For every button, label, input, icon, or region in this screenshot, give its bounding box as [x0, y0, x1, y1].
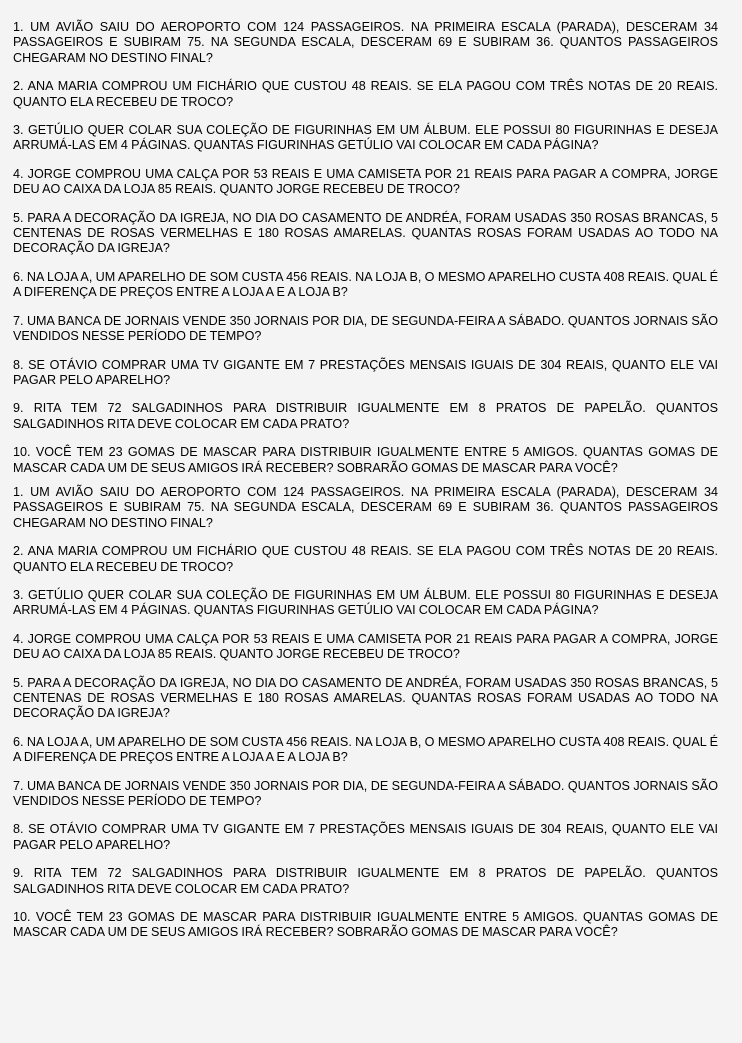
question-9: 9. RITA TEM 72 SALGADINHOS PARA DISTRIBUIR IGUALMENTE EM 8 PRATOS DE PAPELÃO. QUANTOS SALGADINHOS RITA DEVE COLOCAR EM CADA PRATO? — [13, 866, 718, 896]
question-5: 5. PARA A DECORAÇÃO DA IGREJA, NO DIA DO CASAMENTO DE ANDRÉA, FORAM USADAS 350 ROSAS BRANCAS, 5 CENTENAS DE ROSAS VERMELHAS E 180 ROSAS AMARELAS. QUANTAS ROSAS FORAM USADAS AO TODO NA DECORAÇÃO DA IGREJA? — [13, 210, 718, 256]
question-10: 10. VOCÊ TEM 23 GOMAS DE MASCAR PARA DISTRIBUIR IGUALMENTE ENTRE 5 AMIGOS. QUANTAS GOMAS DE MASCAR CADA UM DE SEUS AMIGOS IRÁ RECEBER? SOBRARÃO GOMAS DE MASCAR PARA VOCÊ? — [13, 445, 718, 475]
question-8: 8. SE OTÁVIO COMPRAR UMA TV GIGANTE EM 7 PRESTAÇÕES MENSAIS IGUAIS DE 304 REAIS, QUANTO ELE VAI PAGAR PELO APARELHO? — [13, 357, 718, 387]
question-5: 5. PARA A DECORAÇÃO DA IGREJA, NO DIA DO CASAMENTO DE ANDRÉA, FORAM USADAS 350 ROSAS BRANCAS, 5 CENTENAS DE ROSAS VERMELHAS E 180 ROSAS AMARELAS. QUANTAS ROSAS FORAM USADAS AO TODO NA DECORAÇÃO DA IGREJA? — [13, 675, 718, 721]
question-7: 7. UMA BANCA DE JORNAIS VENDE 350 JORNAIS POR DIA, DE SEGUNDA-FEIRA A SÁBADO. QUANTOS JORNAIS SÃO VENDIDOS NESSE PERÍODO DE TEMPO? — [13, 778, 718, 809]
question-1: 1. UM AVIÃO SAIU DO AEROPORTO COM 124 PASSAGEIROS. NA PRIMEIRA ESCALA (PARADA), DESCERAM 34 PASSAGEIROS E SUBIRAM 75. NA SEGUNDA ESCALA, DESCERAM 69 E SUBIRAM 36. QUANTOS PASSAGEIROS CHEGARAM NO DESTINO FINAL? — [13, 20, 718, 65]
question-8: 8. SE OTÁVIO COMPRAR UMA TV GIGANTE EM 7 PRESTAÇÕES MENSAIS IGUAIS DE 304 REAIS, QUANTO ELE VAI PAGAR PELO APARELHO? — [13, 822, 718, 852]
question-3: 3. GETÚLIO QUER COLAR SUA COLEÇÃO DE FIGURINHAS EM UM ÁLBUM. ELE POSSUI 80 FIGURINHAS E DESEJA ARRUMÁ-LAS EM 4 PÁGINAS. QUANTAS FIGURINHAS GETÚLIO VAI COLOCAR EM CADA PÁGINA? — [13, 123, 718, 153]
question-set-first-copy — [13, 20, 718, 476]
question-7: 7. UMA BANCA DE JORNAIS VENDE 350 JORNAIS POR DIA, DE SEGUNDA-FEIRA A SÁBADO. QUANTOS JORNAIS SÃO VENDIDOS NESSE PERÍODO DE TEMPO? — [13, 313, 718, 344]
question-6: 6. NA LOJA A, UM APARELHO DE SOM CUSTA 456 REAIS. NA LOJA B, O MESMO APARELHO CUSTA 408 REAIS. QUAL É A DIFERENÇA DE PREÇOS ENTRE A LOJA A E A LOJA B? — [13, 269, 718, 300]
question-set-second-copy — [13, 485, 718, 941]
question-2: 2. ANA MARIA COMPROU UM FICHÁRIO QUE CUSTOU 48 REAIS. SE ELA PAGOU COM TRÊS NOTAS DE 20 REAIS. QUANTO ELA RECEBEU DE TROCO? — [13, 544, 718, 574]
question-3: 3. GETÚLIO QUER COLAR SUA COLEÇÃO DE FIGURINHAS EM UM ÁLBUM. ELE POSSUI 80 FIGURINHAS E DESEJA ARRUMÁ-LAS EM 4 PÁGINAS. QUANTAS FIGURINHAS GETÚLIO VAI COLOCAR EM CADA PÁGINA? — [13, 587, 718, 618]
question-9: 9. RITA TEM 72 SALGADINHOS PARA DISTRIBUIR IGUALMENTE EM 8 PRATOS DE PAPELÃO. QUANTOS SALGADINHOS RITA DEVE COLOCAR EM CADA PRATO? — [13, 401, 718, 431]
question-10: 10. VOCÊ TEM 23 GOMAS DE MASCAR PARA DISTRIBUIR IGUALMENTE ENTRE 5 AMIGOS. QUANTAS GOMAS DE MASCAR CADA UM DE SEUS AMIGOS IRÁ RECEBER? SOBRARÃO GOMAS DE MASCAR PARA VOCÊ? — [13, 910, 718, 940]
question-2: 2. ANA MARIA COMPROU UM FICHÁRIO QUE CUSTOU 48 REAIS. SE ELA PAGOU COM TRÊS NOTAS DE 20 REAIS. QUANTO ELA RECEBEU DE TROCO? — [13, 79, 718, 109]
question-1: 1. UM AVIÃO SAIU DO AEROPORTO COM 124 PASSAGEIROS. NA PRIMEIRA ESCALA (PARADA), DESCERAM 34 PASSAGEIROS E SUBIRAM 75. NA SEGUNDA ESCALA, DESCERAM 69 E SUBIRAM 36. QUANTOS PASSAGEIROS CHEGARAM NO DESTINO FINAL? — [13, 484, 718, 530]
question-4: 4. JORGE COMPROU UMA CALÇA POR 53 REAIS E UMA CAMISETA POR 21 REAIS PARA PAGAR A COMPRA, JORGE DEU AO CAIXA DA LOJA 85 REAIS. QUANTO JORGE RECEBEU DE TROCO? — [13, 166, 718, 197]
question-6: 6. NA LOJA A, UM APARELHO DE SOM CUSTA 456 REAIS. NA LOJA B, O MESMO APARELHO CUSTA 408 REAIS. QUAL É A DIFERENÇA DE PREÇOS ENTRE A LOJA A E A LOJA B? — [13, 734, 718, 765]
question-4: 4. JORGE COMPROU UMA CALÇA POR 53 REAIS E UMA CAMISETA POR 21 REAIS PARA PAGAR A COMPRA, JORGE DEU AO CAIXA DA LOJA 85 REAIS. QUANTO JORGE RECEBEU DE TROCO? — [13, 631, 718, 662]
